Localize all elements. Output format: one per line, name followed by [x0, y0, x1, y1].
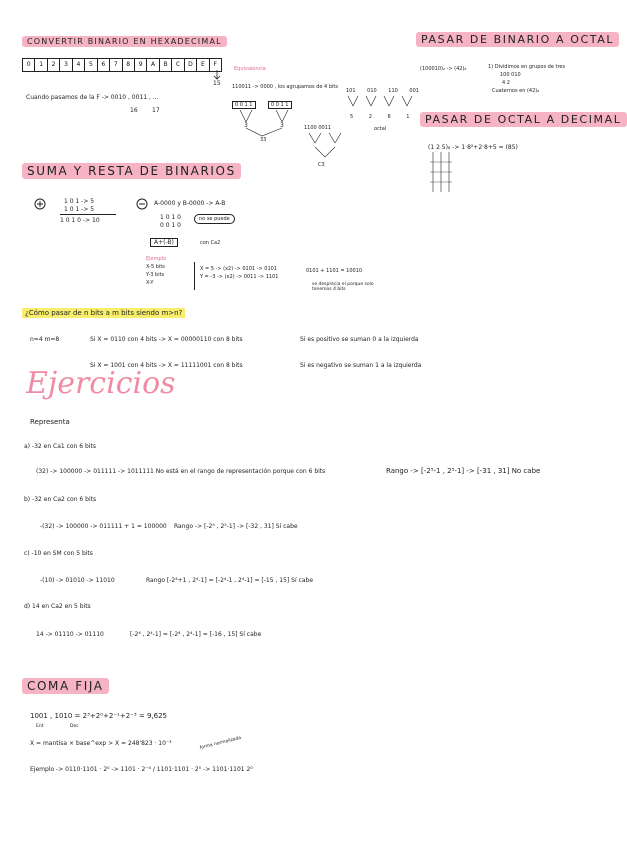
hex-digit: A [147, 59, 159, 71]
ejercicios-title: Ejercicios [26, 366, 176, 401]
octal-tree-diagram [346, 96, 416, 116]
hex-digit: F [213, 61, 217, 68]
fifteen-label: 15 [213, 80, 221, 87]
minus-circle-icon [136, 198, 148, 210]
exercise-label: d) 14 en Ca2 en 5 bits [24, 603, 91, 610]
ca2-label: con Ca2 [200, 240, 221, 246]
ca-box: A+(-B) [150, 238, 178, 247]
hex-digit: 6 [98, 59, 110, 71]
coma-sub-ent: Ent [36, 724, 44, 729]
hex-digit: 7 [110, 59, 122, 71]
exercise-range: Rango [-2⁴+1 , 2⁴-1] = [-2⁴-1 , 2⁴-1] = [-15 , 15] Sí cabe [146, 577, 314, 584]
hex-digit: 0 [23, 59, 35, 71]
hex-digit: E [197, 59, 209, 71]
minus-row: 1 0 1 0 [160, 214, 181, 221]
hex-digit-ruler [22, 58, 222, 72]
case1-note: Si es positivo se suman 0 a la izquierda [300, 336, 419, 343]
ex-row: X-5 bits [146, 264, 165, 270]
label-33: 33 [260, 137, 267, 143]
ex-note: se desprecia el porque solo tenemos 4 bits [312, 282, 374, 292]
ex-equation: Y = -3 -> (x2) -> 0011 -> 1101 [200, 274, 279, 280]
exercise-range: Rango -> [-2⁵-1 , 2⁵-1] -> [-31 , 31] No cabe [386, 467, 541, 475]
hex-example-line: Cuando pasamos de la F -> 0010 , 0011 , ... [26, 94, 159, 101]
bin-oct-step1: 1) Dividimos en grupos de tres [488, 64, 566, 70]
octal-bits-row: 101 010 110 001 [346, 88, 419, 94]
hex-digit: 2 [48, 59, 60, 71]
pasar-bin-oct-header: PASAR DE BINARIO A OCTAL [416, 32, 619, 47]
hex-digit: 4 [73, 59, 85, 71]
ex-sum: 0101 + 1101 = 10010 [306, 268, 363, 274]
bin-oct-step3: 4 2 [502, 80, 510, 86]
case1-line: Si X = 0110 con 4 bits -> X = 00000110 con 8 bits [90, 336, 243, 343]
grouping-caption: 110011 -> 0000 , los agrupamos de 4 bits [232, 84, 338, 90]
bit-group: 0 0 1 1 [232, 101, 256, 109]
plus-circle-icon [34, 198, 46, 210]
minus-a-line: A-0000 y B-0000 -> A-B [154, 200, 226, 207]
n-m-values: n=4 m=8 [30, 336, 60, 343]
label-c3: C3 [318, 162, 325, 168]
hex-digit: B [160, 59, 172, 71]
pasar-oct-dec-header: PASAR DE OCTAL A DECIMAL [420, 112, 627, 127]
case2-line: Si X = 1001 con 4 bits -> X = 11111001 con 8 bits [90, 362, 243, 369]
exercise-label: c) -10 en SM con 5 bits [24, 550, 93, 557]
chain-caption: 1100 0011 [304, 125, 332, 131]
coma-line3: Ejemplo -> 0110·1101 · 2⁰ -> 1101 · 2⁻⁴ / 1101·1101 · 2⁰ -> 1101·1101 2⁰ [30, 766, 253, 773]
exercise-work: 14 -> 01110 -> 01110 [36, 631, 104, 638]
hex-digit: 1 [35, 59, 47, 71]
hex-digit: D [185, 59, 197, 71]
hex-digit: 3 [60, 59, 72, 71]
representa-label: Representa [30, 418, 70, 426]
arrow-down-icon [212, 70, 222, 80]
exercise-work: -(32) -> 100000 -> 011111 + 1 = 100000 [40, 523, 167, 530]
case2-note: Si es negativo se suman 1 a la izquierda [300, 362, 422, 369]
oct-dec-tree-diagram [430, 152, 454, 198]
convertir-header: CONVERTIR BINARIO EN HEXADECIMAL [22, 36, 227, 47]
sum-divider [60, 214, 116, 215]
sub-17: 17 [152, 107, 160, 114]
sub-16: 16 [130, 107, 138, 114]
ex-row: X-Y [146, 280, 154, 286]
hex-digit: 5 [85, 59, 97, 71]
hex-digit: 9 [135, 59, 147, 71]
group-val: 3 [280, 122, 284, 129]
exercise-work: (32) -> 100000 -> 011111 -> 1011111 No está en el rango de representación porque con 6 bits [36, 468, 326, 475]
exercise-range: Rango -> [-2⁵ , 2⁵-1] -> [-32 , 31] Sí cabe [174, 523, 298, 530]
coma-note: forma normalizada [199, 735, 242, 751]
coma-line2: X = mantisa × base^exp > X = 248'823 · 10⁻³ [30, 740, 172, 747]
coma-line1: 1001 , 1010 = 2³+2⁰+2⁻¹+2⁻³ = 9,625 [30, 712, 167, 720]
oct-dec-expression: (1 2 5)₈ -> 1·8²+2·8+5 = (85) [428, 144, 518, 151]
group-val: 3 [244, 122, 248, 129]
ejemplo-label: Ejemplo [146, 256, 167, 262]
cannot-bubble: no se puede [194, 214, 235, 224]
octal-values-row: 5 2 6 1 [350, 114, 410, 120]
suma-resta-header: SUMA Y RESTA DE BINARIOS [22, 163, 241, 179]
ex-equation: X = 5 -> (x2) -> 0101 -> 0101 [200, 266, 277, 272]
hex-digit: C [172, 59, 184, 71]
pregunta-header: ¿Cómo pasar de n bits a m bits siendo m>n? [22, 308, 185, 318]
coma-fija-header: COMA FIJA [22, 678, 109, 694]
octal-label: octal [374, 126, 387, 132]
minus-row: 0 0 1 0 [160, 222, 181, 229]
exercise-range: [-2⁴ , 2⁴-1] = [-2⁴ , 2⁴-1] = [-16 , 15] Sí cabe [130, 631, 262, 638]
chain-arrows-diagram [305, 133, 345, 161]
exercise-label: b) -32 en Ca2 con 6 bits [24, 496, 97, 503]
sum-row: 1 0 1 -> 5 [64, 206, 95, 213]
ex-divider [194, 262, 195, 290]
sum-result-row: 1 0 1 0 -> 10 [60, 217, 100, 224]
exercise-work: -(10) -> 01010 -> 11010 [40, 577, 115, 584]
bin-oct-result: Cuaternos en (42)₈ [492, 88, 540, 94]
ex-row: Y-3 bits [146, 272, 165, 278]
hex-digit: 8 [123, 59, 135, 71]
equivalencia-note: Equivalencia [234, 66, 266, 72]
bin-oct-example: (100010)₂ -> (42)₈ [420, 66, 467, 72]
coma-sub-dec: Dec [70, 724, 79, 729]
sum-row: 1 0 1 -> 5 [64, 198, 95, 205]
exercise-label: a) -32 en Ca1 con 6 bits [24, 443, 96, 450]
bit-group: 0 0 1 1 [268, 101, 292, 109]
grouping-arrows-diagram [232, 110, 302, 140]
bin-oct-step2: 100 010 [500, 72, 521, 78]
